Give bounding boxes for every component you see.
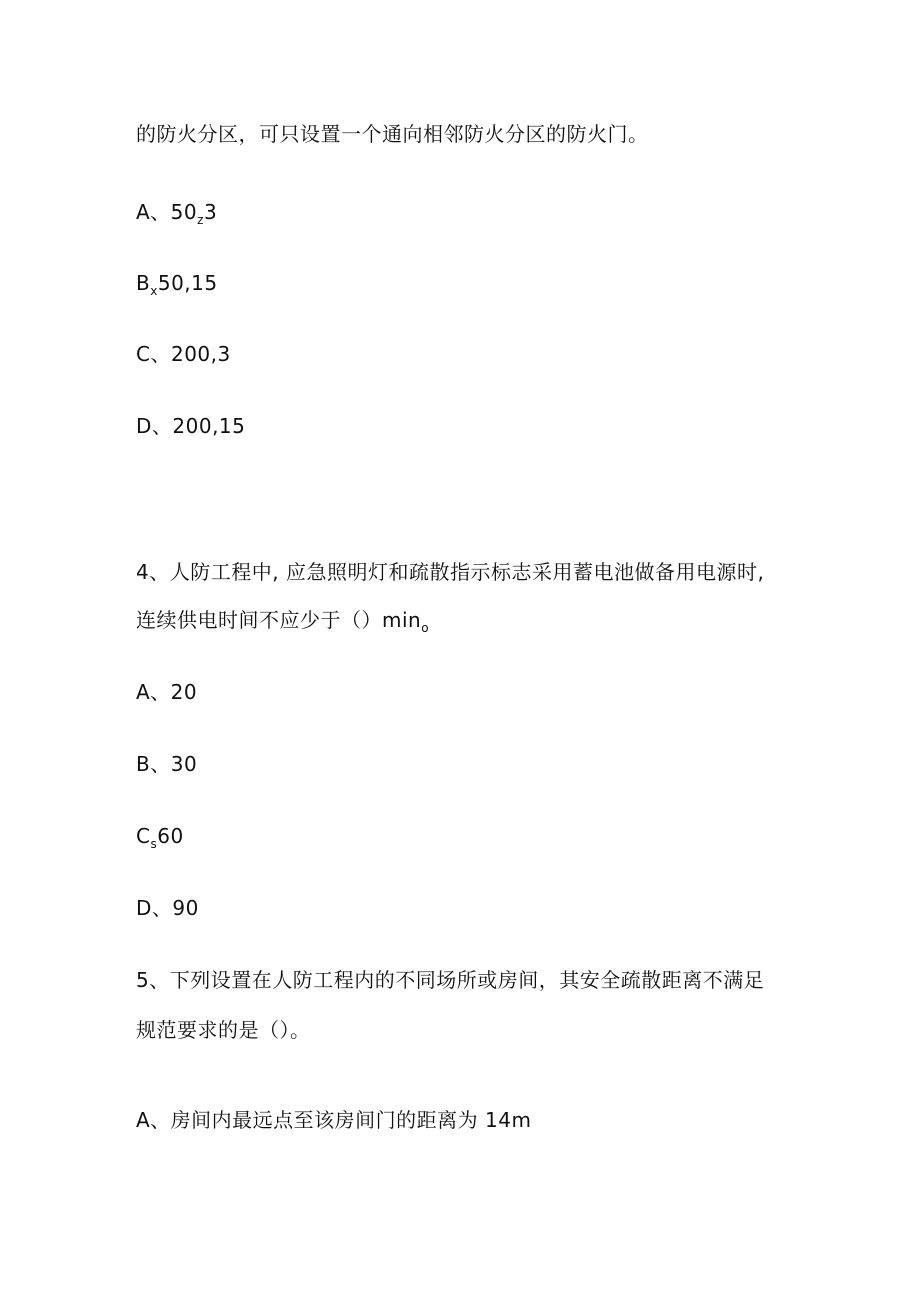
- q4-option-c-tail: 60: [157, 824, 184, 848]
- q4-option-a: A、20: [136, 680, 198, 704]
- question-5-line-2: 规范要求的是（）。: [136, 1018, 311, 1042]
- question-4-line-2-text: 连续供电时间不应少于（）min: [136, 608, 422, 632]
- question-5-line-1: 5、下列设置在人防工程内的不同场所或房间，其安全疏散距离不满足: [136, 968, 765, 992]
- question-4-line-2: [136, 608, 429, 640]
- q3-option-a-tail: 3: [203, 200, 218, 224]
- q4-option-d: D、90: [136, 896, 199, 920]
- question-4-line-2-subscript: o: [421, 621, 430, 635]
- q3-option-a-subscript: z: [197, 213, 204, 227]
- q3-option-b-subscript: x: [150, 284, 158, 298]
- q3-option-a-text: A、50: [136, 200, 198, 224]
- q3-option-b-tail: 50,15: [157, 271, 218, 295]
- q4-option-b: B、30: [136, 752, 198, 776]
- q3-option-b: [136, 271, 218, 303]
- q5-option-a: A、房间内最远点至该房间门的距离为 14m: [136, 1108, 532, 1132]
- question-3-continuation: 的防火分区，可只设置一个通向相邻防火分区的防火门。: [136, 122, 649, 146]
- q4-option-c-text: C: [136, 824, 151, 848]
- q3-option-d: D、200,15: [136, 414, 246, 438]
- q4-option-c-subscript: s: [150, 837, 158, 851]
- q3-option-c: C、200,3: [136, 342, 231, 366]
- q3-option-a: [136, 200, 217, 232]
- question-4-line-1: 4、人防工程中, 应急照明灯和疏散指示标志采用蓄电池做备用电源时,: [136, 560, 765, 584]
- q4-option-c: [136, 824, 184, 856]
- q3-option-b-text: B: [136, 271, 151, 295]
